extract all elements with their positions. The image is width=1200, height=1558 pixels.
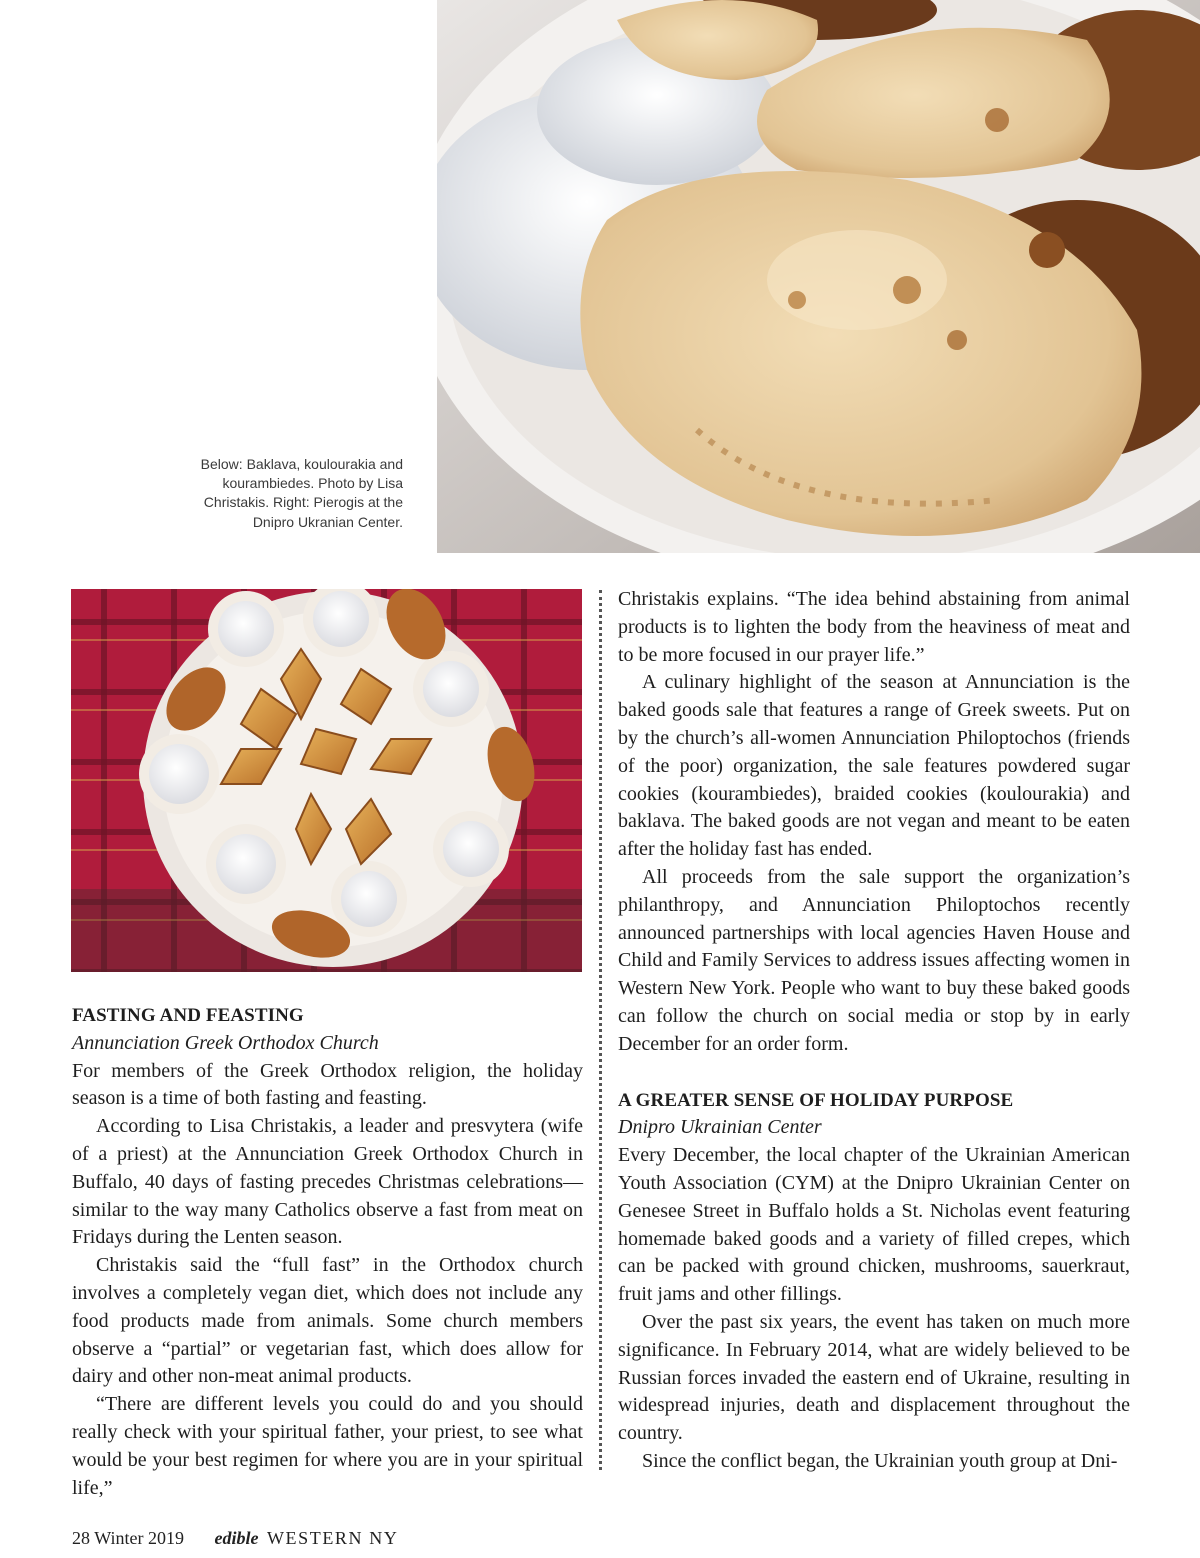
body-paragraph: Over the past six years, the event has taken on much more significance. In February 2014, what are widely believed to be Russian forces invaded the eastern end of Ukraine, resulting in widespread injuries, death and displacement throughout the country. <box>618 1310 1130 1445</box>
brand-region: WESTERN NY <box>266 1528 399 1548</box>
column-divider <box>599 590 602 1470</box>
brand-edible: edible <box>214 1528 259 1548</box>
section-subheading: Annunciation Greek Orthodox Church <box>72 1031 379 1054</box>
body-paragraph: A culinary highlight of the season at Annunciation is the baked goods sale that features a range of Greek sweets. Put on by the church’s all-women Annunciation Philoptochos (friends of the poor) organization, the sale features powdered sugar cookies (kourambiedes), braided cookies (koulourakia) and baklava. The baked goods are not vegan and meant to be eaten after the holiday fast has ended. <box>618 671 1130 861</box>
body-paragraph: Every December, the local chapter of the Ukrainian American Youth Association (CYM) at the Dnipro Ukrainian Center on Genesee Street in Buffalo holds a St. Nicholas event featuring homemade baked goods and a variety of filled crepes, which can be packed with ground chicken, mushrooms, sauerkraut, fruit jams and other fillings. <box>618 1144 1130 1306</box>
baklava-photo <box>71 589 582 972</box>
body-paragraph: Christakis said the “full fast” in the Orthodox church involves a completely vegan diet, which does not include any food products made from animals. Some church members observe a “partial” or vegetarian fast, which does allow for dairy and other non-meat animal products. <box>72 1254 583 1388</box>
photo-caption: Below: Baklava, koulourakia and kourambiedes. Photo by Lisa Christakis. Right: Pierogis at the Dnipro Ukranian Center. <box>200 456 403 530</box>
right-column <box>618 586 1130 1476</box>
body-paragraph: All proceeds from the sale support the organization’s philanthropy, and Annunciation Philoptochos recently announced partnerships with local agencies Haven House and Child and Family Services to address issues affecting women in Western New York. People who want to buy these baked goods can follow the church on social media or stop by in early December for an order form. <box>618 865 1130 1055</box>
body-paragraph: According to Lisa Christakis, a leader and presvytera (wife of a priest) at the Annunciation Greek Orthodox Church in Buffalo, 40 days of fasting precedes Christmas celebrations—similar to the way many Catholics observe a fast from meat on Fridays during the Lenten season. <box>72 1115 583 1249</box>
left-column <box>72 1002 583 1502</box>
body-paragraph: For members of the Greek Orthodox religion, the holiday season is a time of both fasting and feasting. <box>72 1059 583 1110</box>
section-heading: A GREATER SENSE OF HOLIDAY PURPOSE <box>618 1089 1014 1111</box>
section-spacer <box>618 1059 1130 1087</box>
issue-label: Winter 2019 <box>94 1528 184 1548</box>
page-number: 28 <box>72 1528 90 1548</box>
page-footer <box>72 1528 398 1549</box>
body-paragraph: “There are different levels you could do and you should really check with your spiritual father, your priest, to see what would be your best regimen for where you are in your spiritual life,” <box>72 1393 583 1499</box>
body-paragraph: Since the conflict began, the Ukrainian youth group at Dni- <box>642 1449 1118 1472</box>
pierogi-photo <box>437 0 1200 553</box>
section-subheading: Dnipro Ukrainian Center <box>618 1116 822 1139</box>
section-heading: FASTING AND FEASTING <box>72 1005 304 1026</box>
body-paragraph: Christakis explains. “The idea behind abstaining from animal products is to lighten the body from the heaviness of meat and to be more focused in our prayer life.” <box>618 588 1130 666</box>
